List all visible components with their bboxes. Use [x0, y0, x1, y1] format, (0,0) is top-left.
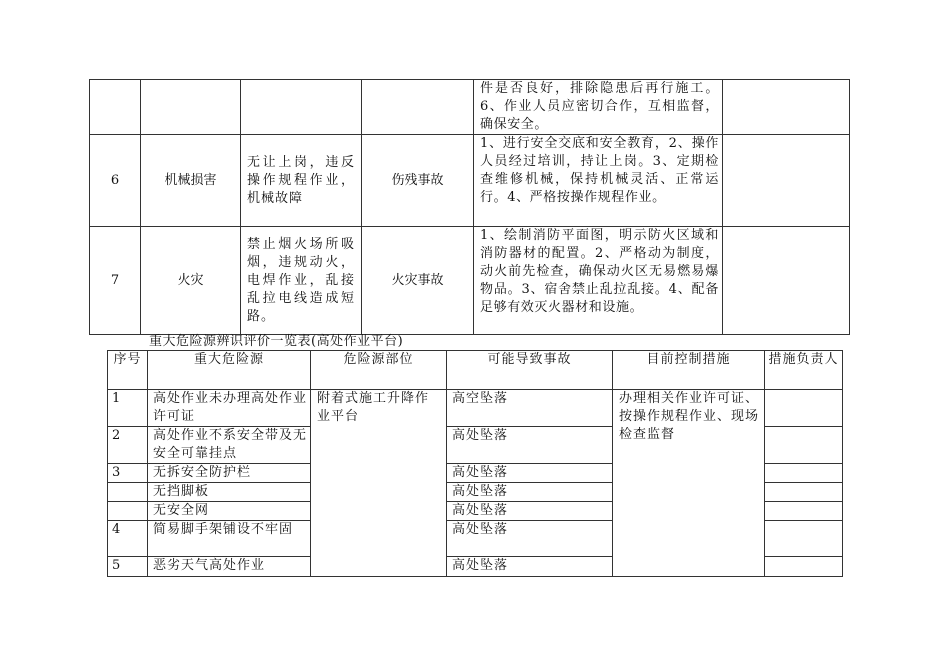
hazard-name [141, 80, 241, 135]
header-hazard: 重大危险源 [148, 351, 311, 390]
header-accident: 可能导致事故 [447, 351, 613, 390]
accident-cell: 高处坠落 [447, 427, 613, 464]
hazard-cause: 禁止烟火场所吸烟，违规动火，电焊作业，乱接乱拉电线造成短路。 [241, 227, 362, 335]
table-caption: 重大危险源辨识评价一览表(高处作业平台) [149, 334, 404, 349]
hazard-cause [241, 80, 362, 135]
possible-accident [362, 80, 474, 135]
table-row [108, 390, 843, 427]
owner-cell [765, 521, 843, 557]
table-row [90, 135, 850, 227]
row-number: 3 [108, 464, 148, 483]
accident-cell: 高处坠落 [447, 502, 613, 521]
row-number: 6 [90, 135, 141, 227]
row-number: 4 [108, 521, 148, 557]
accident-cell: 高处坠落 [447, 557, 613, 577]
possible-accident: 火灾事故 [362, 227, 474, 335]
accident-cell: 高处坠落 [447, 464, 613, 483]
row-number: 1 [108, 390, 148, 427]
responsible-person [723, 80, 850, 135]
control-measures: 1、进行安全交底和安全教育，2、操作人员经过培训，持让上岗。3、定期检查维修机械，保持机械灵活、正常运行。4、严格按操作规程作业。 [474, 135, 723, 227]
hazard-cell: 恶劣天气高处作业 [148, 557, 311, 577]
owner-cell [765, 483, 843, 502]
hazard-cell: 简易脚手架铺设不牢固 [148, 521, 311, 557]
hazard-cell: 无安全网 [148, 502, 311, 521]
control-measures: 件是否良好，排除隐患后再行施工。6、作业人员应密切合作，互相监督，确保安全。 [474, 80, 723, 135]
hazard-cell: 无拆安全防护栏 [148, 464, 311, 483]
table-row [90, 80, 850, 135]
accident-cell: 高空坠落 [447, 390, 613, 427]
owner-cell [765, 427, 843, 464]
accident-cell: 高处坠落 [447, 483, 613, 502]
possible-accident: 伤残事故 [362, 135, 474, 227]
control-cell: 办理相关作业许可证、按操作规程作业、现场检查监督 [613, 390, 765, 577]
hazard-cell: 无挡脚板 [148, 483, 311, 502]
hazard-identification-table [107, 350, 843, 577]
hazard-measures-table [89, 79, 850, 335]
owner-cell [765, 390, 843, 427]
location-cell: 附着式施工升降作业平台 [311, 390, 447, 577]
row-number: 5 [108, 557, 148, 577]
row-number [108, 502, 148, 521]
header-location: 危险源部位 [311, 351, 447, 390]
header-control: 目前控制措施 [613, 351, 765, 390]
owner-cell [765, 557, 843, 577]
hazard-cell: 高处作业未办理高处作业许可证 [148, 390, 311, 427]
header-number: 序号 [108, 351, 148, 390]
row-number [90, 80, 141, 135]
owner-cell [765, 464, 843, 483]
table-row [90, 227, 850, 335]
responsible-person [723, 227, 850, 335]
hazard-name: 火灾 [141, 227, 241, 335]
hazard-cell: 高处作业不系安全带及无安全可靠挂点 [148, 427, 311, 464]
hazard-name: 机械损害 [141, 135, 241, 227]
control-measures: 1、绘制消防平面图，明示防火区域和消防器材的配置。2、严格动为制度，动火前先检查，确保动火区无易燃易爆物品。3、宿舍禁止乱拉乱接。4、配备足够有效灭火器材和设施。 [474, 227, 723, 335]
row-number: 2 [108, 427, 148, 464]
table-header-row [108, 351, 843, 390]
header-owner: 措施负责人 [765, 351, 843, 390]
row-number [108, 483, 148, 502]
row-number: 7 [90, 227, 141, 335]
hazard-cause: 无让上岗，违反操作规程作业，机械故障 [241, 135, 362, 227]
responsible-person [723, 135, 850, 227]
owner-cell [765, 502, 843, 521]
accident-cell: 高处坠落 [447, 521, 613, 557]
